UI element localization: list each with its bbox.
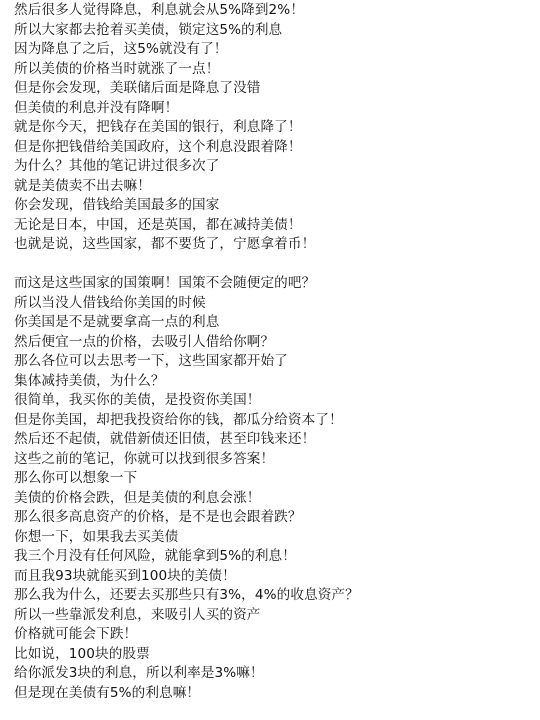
text-line: 那么很多高息资产的价格，是不是也会跟着跌？ [14,509,302,525]
text-line: 价格就可能会下跌！ [14,626,138,642]
text-line: 美债的价格会跌，但是美债的利息会涨！ [14,489,261,506]
text-line: 然后便宜一点的价格，去吸引人借给你啊？ [14,333,275,350]
text-line: 你会发现，借钱给美国最多的国家 [14,197,220,213]
text-line: 然后很多人觉得降息，利息就会从5%降到2%！ [14,2,305,18]
text-line: 所以一些靠派发利息，来吸引人买的资产 [14,606,261,623]
text-line: 所以美债的价格当时就涨了一点！ [14,60,220,77]
paragraph-gap [14,255,534,275]
text-line: 然后还不起债，就借新债还旧债，甚至印钱来还！ [14,431,316,447]
text-line: 这些之前的笔记，你就可以找到很多答案！ [14,450,275,467]
text-line: 那么我为什么，还要去买那些只有3%，4%的收息资产？ [14,587,359,603]
text-line: 但美债的利息并没有降啊！ [14,99,179,116]
text-line: 集体减持美债，为什么？ [14,372,165,389]
text-line: 但是现在美债有5%的利息嘛！ [14,684,201,701]
text-line: 就是美债卖不出去嘛！ [14,177,151,194]
text-line: 所以当没人借钱给你美国的时候 [14,294,206,311]
text-line: 就是你今天，把钱存在美国的银行，利息降了！ [14,119,302,135]
text-line: 我三个月没有任何风险，就能拿到5%的利息！ [14,548,296,564]
text-line: 但是你把钱借给美国政府，这个利息没跟着降！ [14,138,302,155]
text-line: 那么各位可以去思考一下，这些国家都开始了 [14,353,288,369]
text-line: 而且我93块就能买到100块的美债！ [14,567,236,584]
text-line: 你美国是不是就要拿高一点的利息 [14,314,220,330]
text-line: 也就是说，这些国家，都不要货了，宁愿拿着币！ [14,236,316,252]
text-line: 但是你美国，却把我投资给你的钱，都瓜分给资本了！ [14,411,343,428]
text-line: 为什么？其他的笔记讲过很多次了 [14,158,220,174]
note-text-body [14,1,534,703]
text-line: 但是你会发现，美联储后面是降息了没错 [14,80,261,96]
text-line: 给你派发3块的利息，所以利率是3%嘛！ [14,665,264,681]
text-line: 而这是这些国家的国策啊！国策不会随便定的吧？ [14,275,316,291]
text-line: 比如说，100块的股票 [14,645,150,662]
text-line: 无论是日本，中国，还是英国，都在减持美债！ [14,216,302,233]
text-line: 因为降息了之后，这5%就没有了！ [14,41,228,57]
text-line: 那么你可以想象一下 [14,470,138,486]
text-line: 你想一下，如果我去买美债 [14,528,179,545]
text-line: 很简单，我买你的美债，是投资你美国！ [14,392,261,408]
text-line: 所以大家都去抢着买美债，锁定这5%的利息 [14,21,283,38]
